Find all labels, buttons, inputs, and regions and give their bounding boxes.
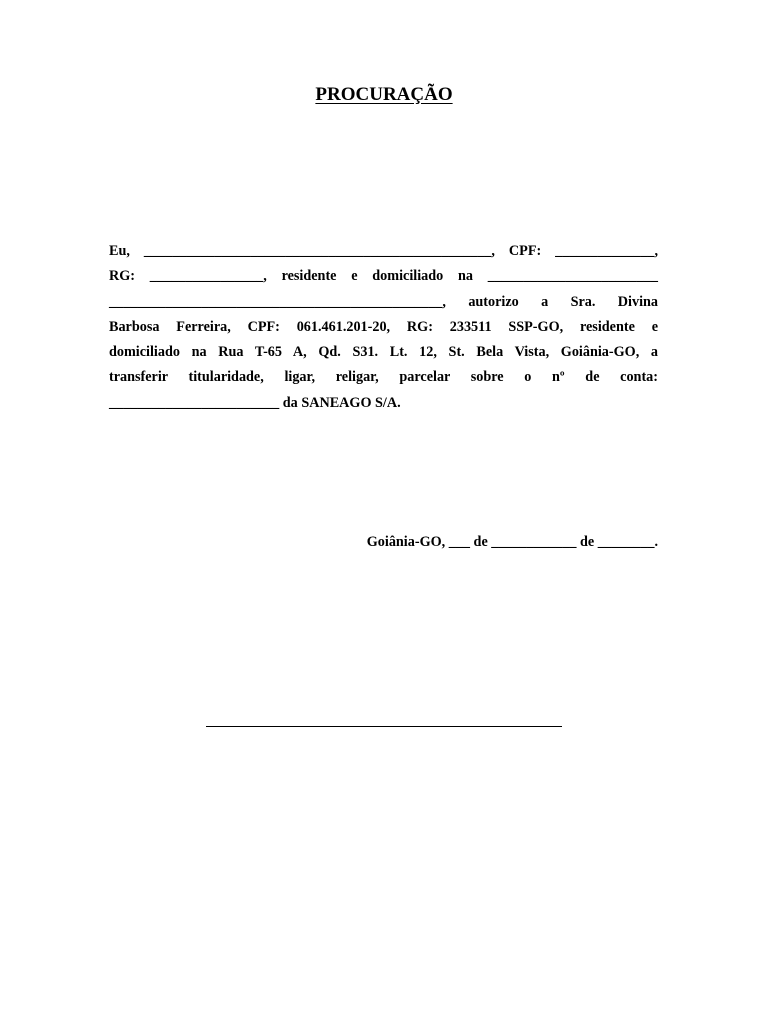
signature-line [206, 726, 562, 727]
body-line: ________________________ da SANEAGO S/A. [109, 394, 401, 411]
date-line: Goiânia-GO, ___ de ____________ de ________. [366, 534, 658, 550]
body-line: RG: ________________, residente e domiciliado na ________________________ [109, 268, 658, 285]
document-title: PROCURAÇÃO [315, 84, 453, 105]
body-line: Barbosa Ferreira, CPF: 061.461.201-20, RG: 233511 SSP-GO, residente e [109, 318, 658, 335]
body-line: _______________________________________________, autorizo a Sra. Divina [109, 293, 658, 310]
document-title-container [0, 84, 768, 106]
body-line: Eu, _________________________________________________, CPF: ______________, [109, 243, 658, 259]
document-body [109, 239, 658, 416]
body-line: transferir titularidade, ligar, religar, parcelar sobre o nº de conta: [109, 369, 658, 386]
body-line: domiciliado na Rua T-65 A, Qd. S31. Lt. 12, St. Bela Vista, Goiânia-GO, a [109, 344, 658, 361]
